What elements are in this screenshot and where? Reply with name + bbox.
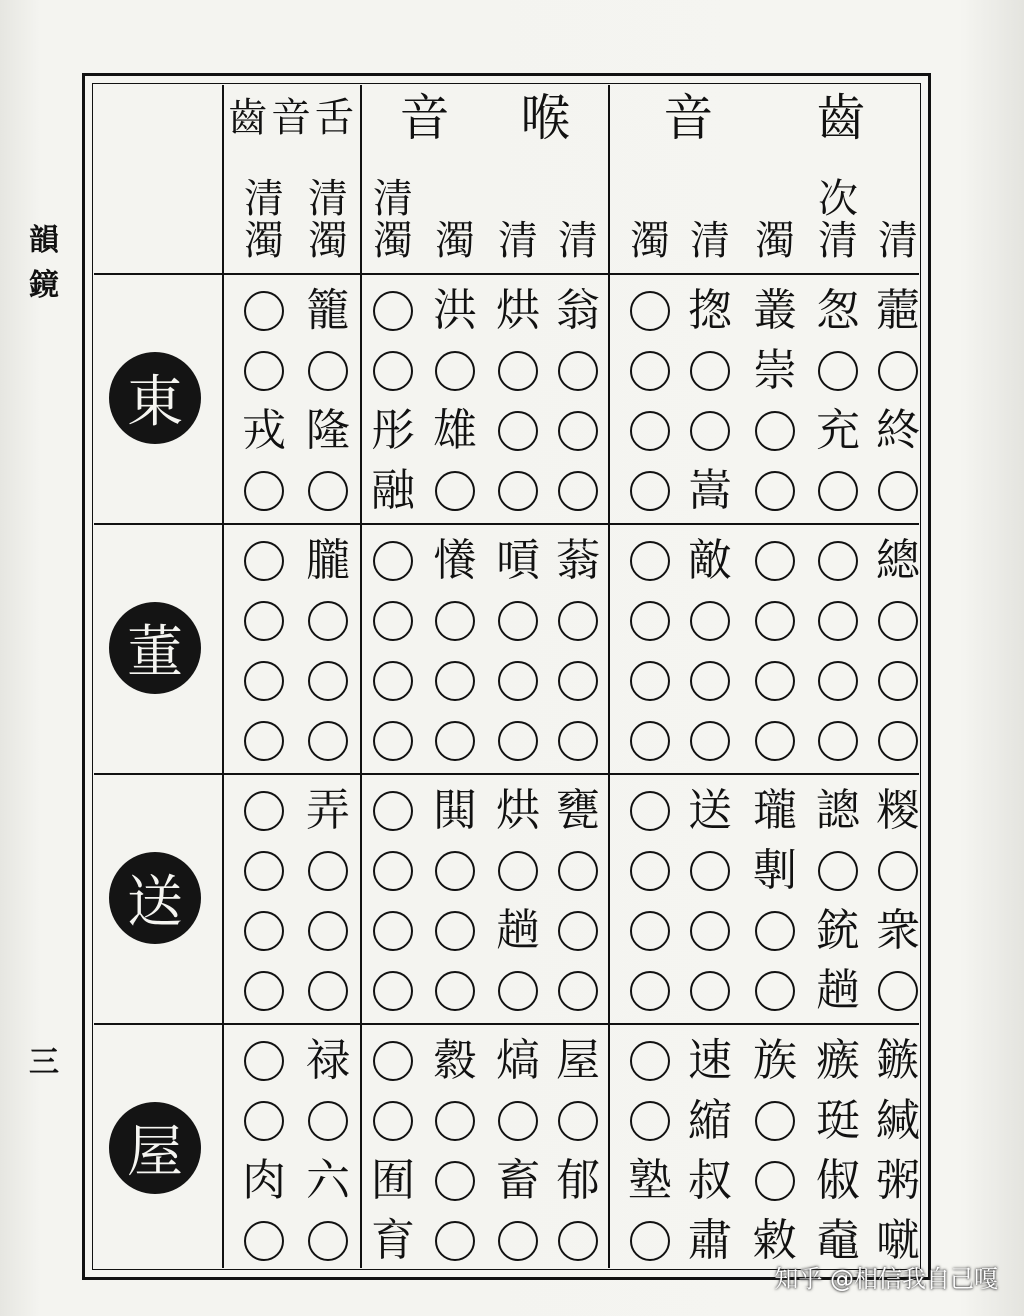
empty-cell (747, 403, 803, 459)
char-cell: 族 (753, 1035, 797, 1086)
subheader-1 (810, 178, 866, 262)
char-cell: 戎 (242, 405, 286, 456)
header-group-chi (612, 85, 917, 147)
char-cell: 嗊 (496, 535, 540, 586)
book-title (20, 218, 68, 308)
empty-cell (236, 1213, 292, 1269)
empty-cell (236, 903, 292, 959)
empty-cell (870, 843, 926, 899)
empty-cell (682, 843, 738, 899)
char-cell: 縠 (433, 1035, 477, 1086)
char-cell: 珽 (816, 1095, 860, 1146)
header-char: 音 (663, 89, 714, 147)
empty-cell (365, 593, 421, 649)
empty-cell (870, 343, 926, 399)
char-cell: 送 (688, 785, 732, 836)
empty-cell (365, 283, 421, 339)
section-divider (94, 773, 919, 775)
char-cell: 籠 (306, 285, 350, 336)
subheader-char: 清 (690, 218, 730, 264)
watermark-text: 知乎 @相信我自己嘎 (774, 1265, 998, 1293)
empty-cell (490, 653, 546, 709)
char-cell: 塾 (628, 1155, 672, 1206)
empty-cell (550, 343, 606, 399)
empty-cell (550, 463, 606, 519)
char-cell: 謥 (816, 785, 860, 836)
char-cell: 烘 (496, 785, 540, 836)
char-cell: 緘 (876, 1095, 920, 1146)
column-divider (222, 85, 224, 1268)
empty-cell (810, 653, 866, 709)
empty-cell (682, 593, 738, 649)
char-cell: 剸 (753, 845, 797, 896)
empty-cell (427, 343, 483, 399)
empty-cell (427, 713, 483, 769)
char-cell: 囿 (371, 1155, 415, 1206)
char-cell: 瘯 (816, 1035, 860, 1086)
subheader-char: 清 (558, 218, 598, 264)
header-group-sheshi (226, 85, 356, 143)
char-cell: 蓊 (556, 535, 600, 586)
char-cell: 蘎 (876, 285, 920, 336)
empty-cell (490, 343, 546, 399)
rhyme-label-1: 董 (109, 602, 201, 694)
empty-cell (682, 403, 738, 459)
empty-cell (622, 1033, 678, 1089)
section-divider (94, 273, 919, 275)
char-cell: 閧 (433, 785, 477, 836)
subheader-6 (490, 220, 546, 262)
empty-cell (682, 963, 738, 1019)
char-cell: 雄 (433, 405, 477, 456)
empty-cell (622, 533, 678, 589)
empty-cell (300, 593, 356, 649)
empty-cell (300, 463, 356, 519)
empty-cell (427, 1153, 483, 1209)
section-divider (94, 1023, 919, 1025)
char-cell: 速 (688, 1035, 732, 1086)
char-cell: 嵩 (688, 465, 732, 516)
char-cell: 郁 (556, 1155, 600, 1206)
empty-cell (550, 903, 606, 959)
header-char: 齒 (815, 89, 866, 147)
empty-cell (622, 283, 678, 339)
char-cell: 育 (371, 1215, 415, 1266)
empty-cell (365, 533, 421, 589)
empty-cell (236, 533, 292, 589)
column-divider (360, 85, 362, 1268)
empty-cell (490, 843, 546, 899)
empty-cell (810, 843, 866, 899)
empty-cell (550, 593, 606, 649)
empty-cell (550, 713, 606, 769)
empty-cell (365, 1033, 421, 1089)
char-cell: 銃 (816, 905, 860, 956)
empty-cell (300, 1093, 356, 1149)
empty-cell (622, 593, 678, 649)
empty-cell (490, 593, 546, 649)
subheader-char: 濁 (630, 218, 670, 264)
subheader-char: 清 (498, 218, 538, 264)
subheader-char: 清 (818, 218, 858, 264)
empty-cell (365, 903, 421, 959)
empty-cell (747, 463, 803, 519)
empty-cell (490, 1213, 546, 1269)
empty-cell (236, 343, 292, 399)
char-cell: 粥 (876, 1155, 920, 1206)
empty-cell (427, 843, 483, 899)
empty-cell (870, 963, 926, 1019)
char-cell: 隆 (306, 405, 350, 456)
char-cell: 禄 (306, 1035, 350, 1086)
char-cell: 肉 (242, 1155, 286, 1206)
empty-cell (550, 403, 606, 459)
char-cell: 充 (816, 405, 860, 456)
char-cell: 肅 (688, 1215, 732, 1266)
empty-cell (236, 593, 292, 649)
empty-cell (622, 343, 678, 399)
empty-cell (682, 713, 738, 769)
empty-cell (870, 593, 926, 649)
book-title-char: 鏡 (29, 268, 59, 303)
subheader-char: 次 (818, 176, 858, 222)
column-divider (608, 85, 610, 1268)
empty-cell (236, 783, 292, 839)
rhyme-label-3: 屋 (109, 1102, 201, 1194)
char-cell: 敵 (688, 535, 732, 586)
char-cell: 畜 (496, 1155, 540, 1206)
char-cell: 趟 (496, 905, 540, 956)
subheader-7 (427, 220, 483, 262)
subheader-8 (365, 178, 421, 262)
empty-cell (300, 843, 356, 899)
empty-cell (236, 283, 292, 339)
subheader-char: 清 (244, 176, 284, 222)
subheader-0 (870, 220, 926, 262)
empty-cell (365, 843, 421, 899)
empty-cell (550, 653, 606, 709)
empty-cell (236, 1093, 292, 1149)
empty-cell (810, 343, 866, 399)
subheader-char: 濁 (435, 218, 475, 264)
empty-cell (622, 963, 678, 1019)
empty-cell (747, 963, 803, 1019)
empty-cell (300, 343, 356, 399)
empty-cell (747, 653, 803, 709)
char-cell: 縮 (688, 1095, 732, 1146)
rhyme-label-2: 送 (109, 852, 201, 944)
empty-cell (300, 653, 356, 709)
empty-cell (747, 903, 803, 959)
empty-cell (236, 1033, 292, 1089)
char-cell: 屋 (556, 1035, 600, 1086)
char-cell: 朧 (306, 535, 350, 586)
empty-cell (810, 593, 866, 649)
empty-cell (236, 653, 292, 709)
subheader-char: 清 (373, 176, 413, 222)
empty-cell (427, 593, 483, 649)
subheader-char: 清 (308, 176, 348, 222)
empty-cell (427, 903, 483, 959)
page-number: 三 (29, 1045, 59, 1080)
empty-cell (236, 463, 292, 519)
empty-cell (365, 653, 421, 709)
char-cell: 彤 (371, 405, 415, 456)
header-char: 舌 (314, 94, 355, 141)
char-cell: 鼀 (816, 1215, 860, 1266)
char-cell: 翁 (556, 285, 600, 336)
empty-cell (490, 403, 546, 459)
empty-cell (300, 1213, 356, 1269)
empty-cell (747, 713, 803, 769)
empty-cell (622, 843, 678, 899)
empty-cell (236, 843, 292, 899)
empty-cell (236, 963, 292, 1019)
empty-cell (747, 533, 803, 589)
empty-cell (622, 403, 678, 459)
empty-cell (622, 653, 678, 709)
empty-cell (682, 653, 738, 709)
empty-cell (810, 463, 866, 519)
empty-cell (622, 1093, 678, 1149)
empty-cell (870, 713, 926, 769)
char-cell: 趟 (816, 965, 860, 1016)
char-cell: 叔 (688, 1155, 732, 1206)
header-char: 喉 (520, 89, 571, 147)
header-char: 音 (270, 94, 311, 141)
empty-cell (300, 713, 356, 769)
section-divider (94, 523, 919, 525)
char-cell: 烘 (496, 285, 540, 336)
empty-cell (550, 843, 606, 899)
empty-cell (300, 903, 356, 959)
char-cell: 噈 (876, 1215, 920, 1266)
book-title-char: 韻 (29, 223, 59, 258)
rhyme-label-0: 東 (109, 352, 201, 444)
empty-cell (427, 653, 483, 709)
empty-cell (622, 463, 678, 519)
empty-cell (747, 1093, 803, 1149)
header-group-hou (364, 85, 606, 147)
empty-cell (490, 963, 546, 1019)
char-cell: 揔 (688, 285, 732, 336)
empty-cell (490, 463, 546, 519)
empty-cell (747, 593, 803, 649)
empty-cell (870, 463, 926, 519)
empty-cell (365, 963, 421, 1019)
empty-cell (427, 1213, 483, 1269)
char-cell: 瓏 (753, 785, 797, 836)
empty-cell (365, 343, 421, 399)
char-cell: 熇 (496, 1035, 540, 1086)
subheader-char: 濁 (244, 218, 284, 264)
empty-cell (747, 1153, 803, 1209)
subheader-5 (550, 220, 606, 262)
char-cell: 鏃 (876, 1035, 920, 1086)
char-cell: 怱 (816, 285, 860, 336)
subheader-3 (682, 220, 738, 262)
empty-cell (622, 783, 678, 839)
header-char: 齒 (227, 94, 268, 141)
char-cell: 甕 (556, 785, 600, 836)
char-cell: 叢 (753, 285, 797, 336)
empty-cell (300, 963, 356, 1019)
char-cell: 洪 (433, 285, 477, 336)
char-cell: 懩 (433, 535, 477, 586)
subheader-10 (236, 178, 292, 262)
char-cell: 弄 (306, 785, 350, 836)
char-cell: 敹 (753, 1215, 797, 1266)
char-cell: 終 (876, 405, 920, 456)
empty-cell (622, 1213, 678, 1269)
empty-cell (682, 343, 738, 399)
empty-cell (490, 1093, 546, 1149)
subheader-char: 濁 (308, 218, 348, 264)
empty-cell (427, 463, 483, 519)
empty-cell (236, 713, 292, 769)
subheader-4 (622, 220, 678, 262)
subheader-9 (300, 178, 356, 262)
empty-cell (365, 1093, 421, 1149)
char-cell: 總 (876, 535, 920, 586)
char-cell: 六 (306, 1155, 350, 1206)
empty-cell (365, 783, 421, 839)
empty-cell (870, 653, 926, 709)
empty-cell (622, 713, 678, 769)
char-cell: 衆 (876, 905, 920, 956)
subheader-char: 濁 (755, 218, 795, 264)
empty-cell (810, 713, 866, 769)
empty-cell (810, 533, 866, 589)
empty-cell (550, 1093, 606, 1149)
char-cell: 糉 (876, 785, 920, 836)
subheader-2 (747, 220, 803, 262)
empty-cell (622, 903, 678, 959)
empty-cell (550, 1213, 606, 1269)
char-cell: 崇 (753, 345, 797, 396)
empty-cell (365, 713, 421, 769)
subheader-char: 清 (878, 218, 918, 264)
empty-cell (427, 1093, 483, 1149)
subheader-char: 濁 (373, 218, 413, 264)
header-char: 音 (399, 89, 450, 147)
empty-cell (490, 713, 546, 769)
empty-cell (682, 903, 738, 959)
empty-cell (550, 963, 606, 1019)
char-cell: 融 (371, 465, 415, 516)
empty-cell (427, 963, 483, 1019)
char-cell: 俶 (816, 1155, 860, 1206)
